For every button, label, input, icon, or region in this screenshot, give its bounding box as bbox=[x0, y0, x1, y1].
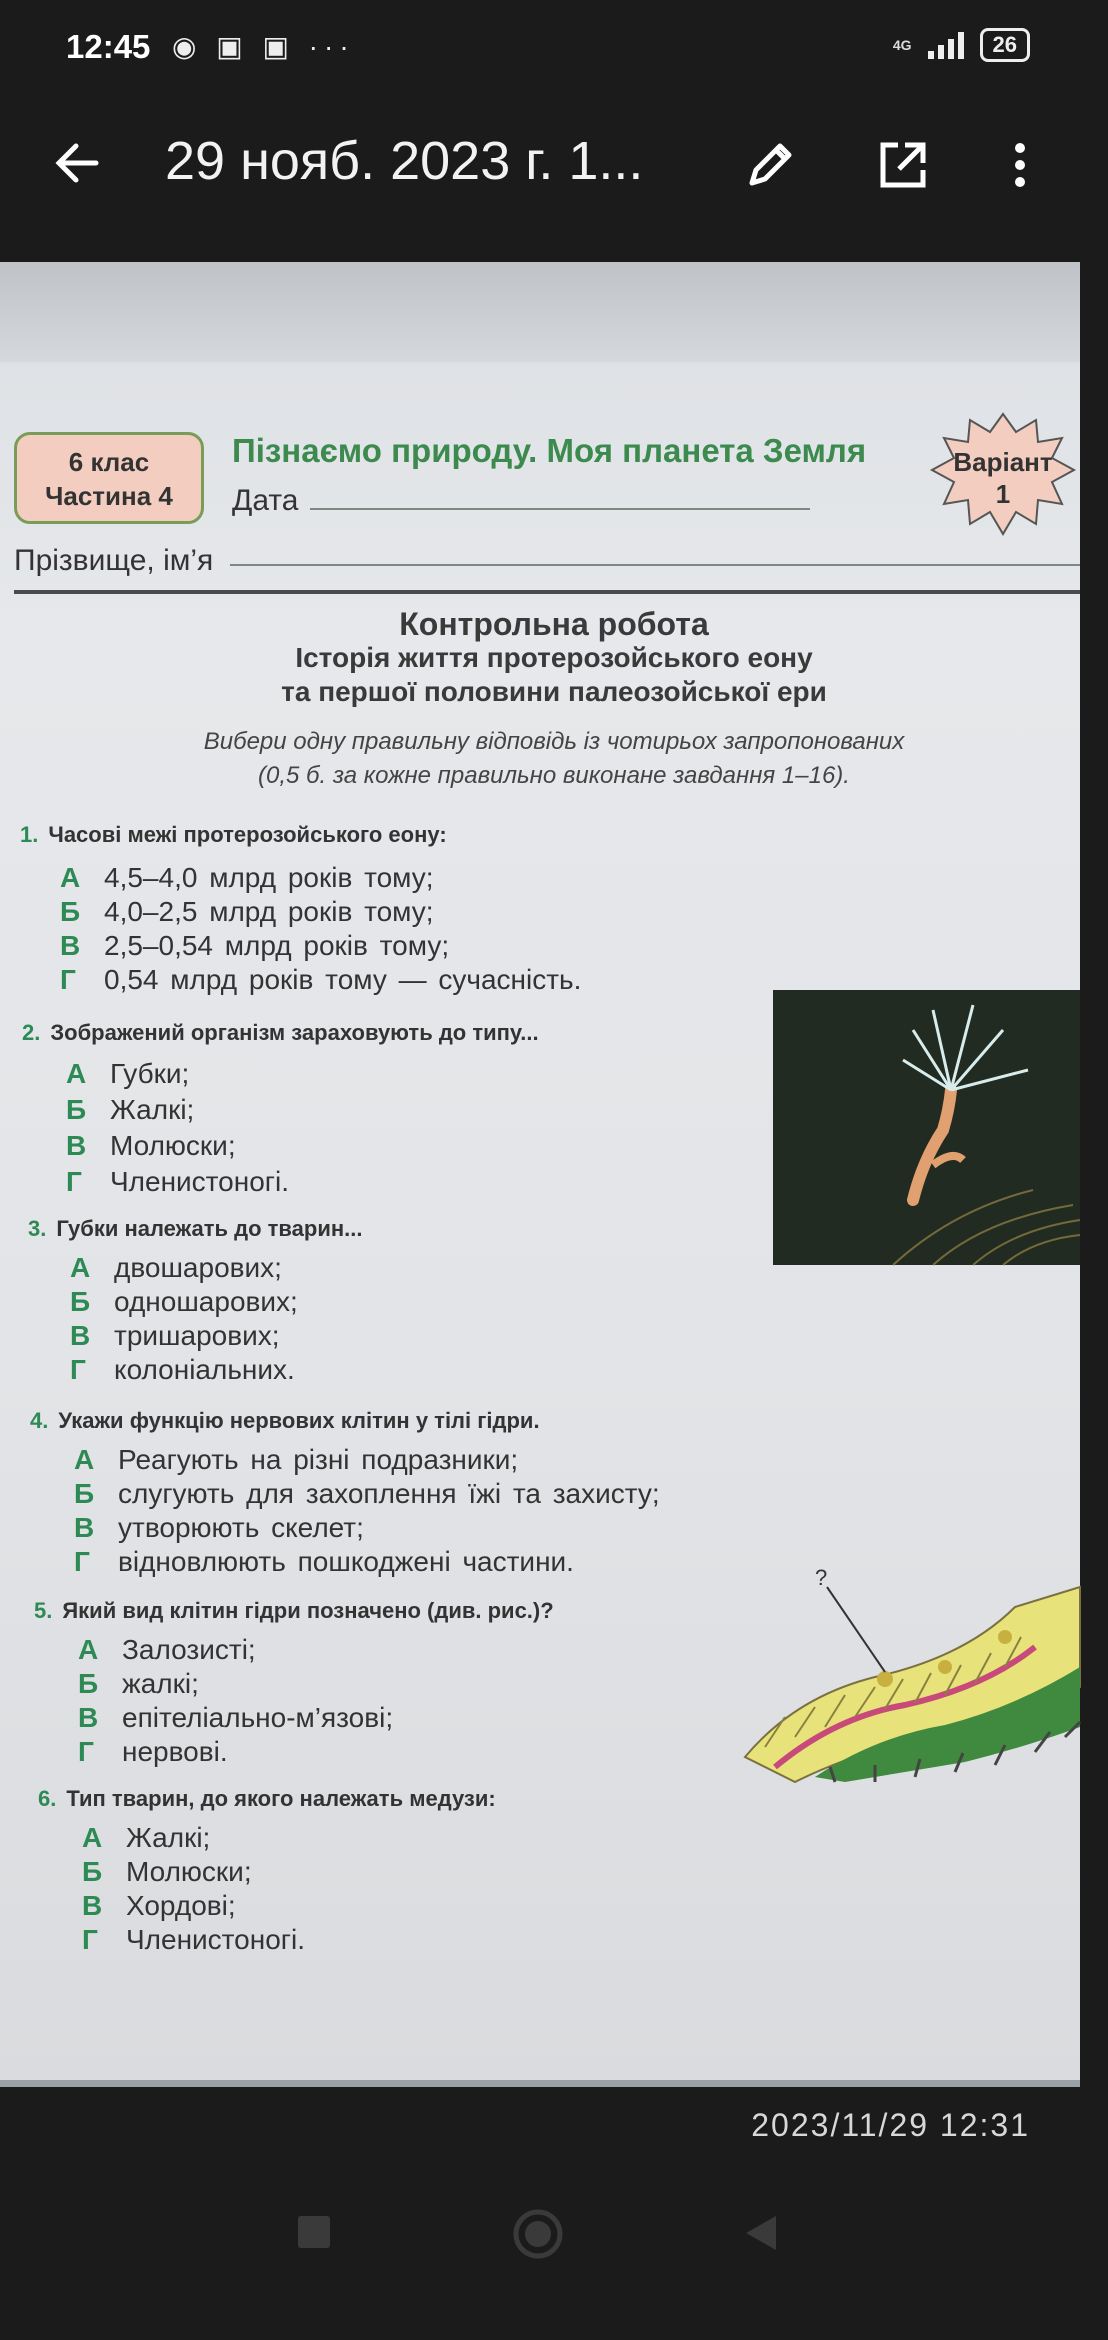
recents-square-icon[interactable] bbox=[298, 2216, 330, 2248]
option-3c: В тришарових; bbox=[70, 1320, 280, 1351]
question-4: 4. Укажи функцію нервових клітин у тілі гідри. bbox=[30, 1408, 540, 1433]
option-6c: В Хордові; bbox=[82, 1890, 236, 1921]
more-vert-icon[interactable] bbox=[985, 130, 1055, 200]
option-4c: В утворюють скелет; bbox=[74, 1512, 364, 1543]
option-2c: В Молюски; bbox=[66, 1130, 236, 1161]
instruction-line-2: (0,5 б. за кожне правильно виконане завдання 1–16). bbox=[258, 762, 850, 789]
question-2: 2. Зображений організм зараховують до типу... bbox=[22, 1020, 539, 1045]
option-1a: А 4,5–4,0 млрд років тому; bbox=[60, 862, 434, 893]
back-arrow-icon[interactable] bbox=[44, 128, 114, 198]
surname-line bbox=[230, 564, 1080, 566]
option-1d: Г 0,54 млрд років тому — сучасність. bbox=[60, 964, 582, 995]
option-4d: Г відновлюють пошкоджені частини. bbox=[74, 1546, 574, 1577]
status-time: 12:45 bbox=[66, 28, 151, 65]
paper-bottom-edge bbox=[0, 2080, 1080, 2087]
instruction-line-1: Вибери одну правильну відповідь із чотирьох запропонованих bbox=[203, 728, 905, 755]
option-3a: А двошарових; bbox=[70, 1252, 282, 1283]
pencil-icon[interactable] bbox=[735, 130, 805, 200]
home-circle-icon[interactable] bbox=[512, 2208, 564, 2260]
option-5c: В епітеліально-м’язові; bbox=[78, 1702, 394, 1733]
open-external-icon[interactable] bbox=[868, 130, 938, 200]
header-rule bbox=[14, 590, 1080, 594]
date-line bbox=[310, 508, 810, 510]
worksheet-title: Контрольна робота bbox=[399, 606, 709, 642]
option-5a: А Залозисті; bbox=[78, 1634, 256, 1665]
question-6: 6. Тип тварин, до якого належать медузи: bbox=[38, 1786, 496, 1811]
subject-title: Пізнаємо природу. Моя планета Земля bbox=[232, 432, 867, 469]
option-4a: А Реагують на різні подразники; bbox=[74, 1444, 519, 1475]
worksheet-subtitle-2: та першої половини палеозойської ери bbox=[281, 676, 827, 707]
toolbar-title: 29 нояб. 2023 г. 1... bbox=[165, 131, 644, 191]
date-label: Дата bbox=[232, 484, 299, 517]
grade-label: 6 клас bbox=[68, 447, 150, 477]
status-bar bbox=[0, 0, 1080, 100]
option-2b: Б Жалкі; bbox=[66, 1094, 195, 1125]
signal-icon bbox=[928, 31, 964, 59]
question-5: 5. Який вид клітин гідри позначено (див. рис.)? bbox=[34, 1598, 554, 1623]
status-right bbox=[893, 28, 1030, 62]
question-text: Часові межі протерозойського еону: bbox=[48, 822, 447, 847]
question-number: 1. bbox=[20, 822, 39, 847]
option-2a: А Губки; bbox=[66, 1058, 190, 1089]
photo-timestamp: 2023/11/29 12:31 bbox=[751, 2107, 1030, 2143]
network-type: 4G bbox=[892, 37, 912, 53]
question-3: 3. Губки належать до тварин... bbox=[28, 1216, 363, 1241]
option-3d: Г колоніальних. bbox=[70, 1354, 295, 1385]
option-5d: Г нервові. bbox=[78, 1736, 228, 1767]
option-4b: Б слугують для захоплення їжі та захисту; bbox=[74, 1478, 660, 1509]
option-5b: Б жалкі; bbox=[78, 1668, 199, 1699]
surname-label: Прізвище, ім’я bbox=[14, 544, 214, 577]
question-1 bbox=[20, 822, 447, 848]
back-triangle-icon[interactable] bbox=[742, 2214, 780, 2252]
worksheet-photo bbox=[0, 262, 1080, 2143]
variant-label: Варіант bbox=[953, 447, 1053, 477]
variant-number: 1 bbox=[995, 479, 1011, 509]
hydra-photo bbox=[773, 990, 1080, 1265]
system-nav-bar bbox=[0, 2200, 1080, 2340]
worksheet-subtitle-1: Історія життя протерозойського еону bbox=[295, 642, 813, 673]
option-2d: Г Членистоногі. bbox=[66, 1166, 290, 1197]
variant-badge bbox=[928, 410, 1078, 540]
option-3b: Б одношарових; bbox=[70, 1286, 298, 1317]
previous-page-edge bbox=[0, 262, 1080, 362]
battery-icon: 26 bbox=[980, 28, 1030, 62]
option-6d: Г Членистоногі. bbox=[82, 1924, 306, 1955]
hydra-cell-diagram bbox=[735, 1567, 1080, 1782]
figure-label: ? bbox=[815, 1565, 828, 1590]
option-1c: В 2,5–0,54 млрд років тому; bbox=[60, 930, 450, 961]
option-6b: Б Молюски; bbox=[82, 1856, 252, 1887]
option-6a: А Жалкі; bbox=[82, 1822, 211, 1853]
option-1b: Б 4,0–2,5 млрд років тому; bbox=[60, 896, 434, 927]
grade-badge bbox=[14, 432, 204, 524]
part-label: Частина 4 bbox=[45, 481, 173, 511]
notification-icons: ◉ ▣ ▣ ··· bbox=[172, 31, 355, 62]
app-toolbar bbox=[0, 100, 1080, 235]
